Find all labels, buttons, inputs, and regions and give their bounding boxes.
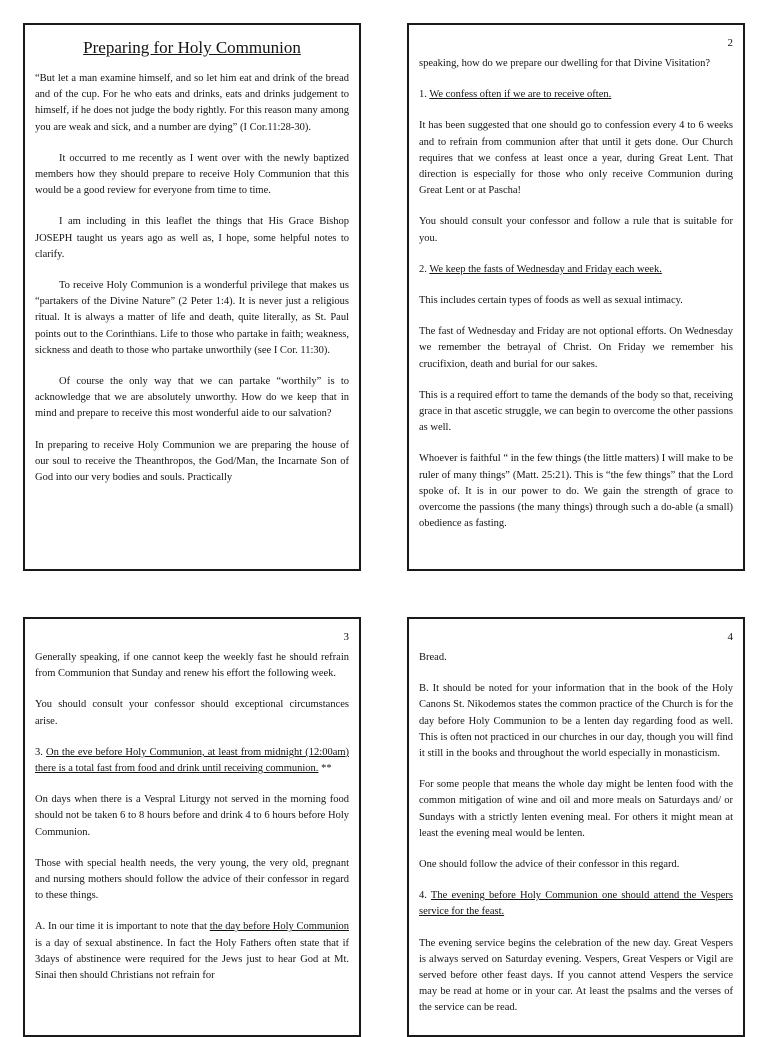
text-run: is a day of sexual abstinence. In fact the Holy Fathers often state that if 3days of abstinence were required for the Jews just to hear God at Mt. Sinai then should Christians not refrain for [35, 937, 349, 982]
section-number: 2. [419, 263, 430, 275]
body-paragraph: Bread. [419, 652, 447, 663]
body-paragraph: speaking, how do we prepare our dwelling for that Divine Visitation? [419, 58, 711, 69]
body-paragraph: B. It should be noted for your information that in the book of the Holy Canons St. Nikodemos states the common practice of the Church is for the day before Holy Communion to be a lenten day regarding food as well. This is often not practiced in our churches in our day, though you will find it still in the books and throughout the world especially in monasticism. [419, 683, 733, 760]
body-paragraph: It has been suggested that one should go to confession every 4 to 6 weeks and to refrain from communion after that until it gets done. Our Church requires that we confess at least once a year, during Great Lent. That direction is especially for those who only receive Communion during Great Lent or at Pascha! [419, 120, 733, 197]
page-number: 3 [343, 631, 349, 643]
underlined-text-run: the day before Holy Communion [209, 921, 349, 933]
section-heading [419, 262, 733, 278]
text-run: A. In our time it is important to note that [35, 921, 210, 933]
body-paragraph: I am including in this leaflet the things that His Grace Bishop JOSEPH taught us years ago as well as, I hope, some helpful notes to clarify. [35, 216, 349, 260]
body-paragraph: Those with special health needs, the very young, the very old, pregnant and nursing mothers should follow the advice of their confessor in regard to these things. [35, 857, 349, 902]
body-paragraph: For some people that means the whole day might be lenten food with the common mitigation of wine and oil and more meals on Saturdays and/ or Sundays with a strictly lenten evening meal. For others it might mean at least the evening meal would be lenten. [419, 779, 733, 839]
section-heading-text: We keep the fasts of Wednesday and Friday each week. [429, 263, 662, 275]
body-paragraph: This is a required effort to tame the demands of the body so that, receiving grace in that ascetic struggle, we can begin to overcome the other passions as well. [419, 389, 733, 434]
leaflet-page-1 [23, 23, 361, 571]
section-heading [419, 87, 733, 103]
section-number: 1. [419, 89, 430, 101]
body-paragraph: Generally speaking, if one cannot keep the weekly fast he should refrain from Communion that Sunday and renew his effort the following week. [35, 652, 349, 680]
body-paragraph: It occurred to me recently as I went over with the newly baptized members how they should prepare to receive Holy Communion that this would be a good review for everyone from time to time. [35, 152, 349, 197]
section-heading-text: On the eve before Holy Communion, at least from midnight (12:00am) there is a total fast from food and drink until receiving communion. [35, 746, 350, 775]
leaflet-page-4 [407, 617, 745, 1037]
leaflet-page-3 [23, 617, 361, 1037]
body-paragraph: This includes certain types of foods as well as sexual intimacy. [419, 295, 683, 307]
page-number: 2 [727, 37, 733, 49]
body-paragraph: Of course the only way that we can partake “worthily” is to acknowledge that we are absolutely unworthy. How do we keep that in mind and prepare to receive this most wonderful aide to our salvation? [35, 376, 349, 420]
body-paragraph: You should consult your confessor should exceptional circumstances arise. [35, 699, 349, 727]
body-paragraph: One should follow the advice of their confessor in this regard. [419, 859, 680, 871]
section-number: 4. [419, 890, 431, 902]
body-paragraph: You should consult your confessor and follow a rule that is suitable for you. [419, 216, 733, 244]
scripture-quote-paragraph: “But let a man examine himself, and so let him eat and drink of the bread and of the cup. For he who eats and drinks, eats and drinks judgement to himself, if he does not judge the body rightly. For this reason many among you are weak and sick, and a number are dying” (I Cor.11:28-30). [35, 73, 349, 133]
page-title: Preparing for Holy Communion [83, 38, 301, 57]
body-paragraph: To receive Holy Communion is a wonderful privilege that makes us “partakers of the Divine Nature” (2 Peter 1:4). It is never just a religious ritual. It is always a matter of life and death, quite literally, as St. Paul points out to the Corinthians. Life to those who partake in faith; weakness, sickness and death to those who partake unworthily (see I Cor. 11:30). [35, 280, 349, 356]
leaflet-page-2 [407, 23, 745, 571]
body-paragraph: In preparing to receive Holy Communion we are preparing the house of our soul to receive the Theanthropos, the God/Man, the Incarnate Son of God into our very bodies and souls. Practically [35, 439, 349, 484]
body-paragraph: The evening service begins the celebration of the new day. Great Vespers is always served on Saturday evening. Vespers, Great Vespers or Vigil are served before other feast days. If you cannot attend Vespers the service may be read at home or in your car. At least the psalms and the verses of the service can be read. [419, 937, 733, 1014]
page-number: 4 [727, 631, 733, 643]
body-paragraph: On days when there is a Vespral Liturgy not served in the morning food should not be taken 6 to 8 hours before and drink 4 to 6 hours before Holy Communion. [35, 794, 349, 838]
body-paragraph [35, 919, 349, 984]
body-paragraph: The fast of Wednesday and Friday are not optional efforts. On Wednesday we remember the betrayal of Christ. On Friday we remember his crucifixion, death and burial for our sakes. [419, 326, 733, 370]
footnote-marker: ** [318, 763, 332, 775]
section-heading-text: We confess often if we are to receive often. [429, 89, 612, 101]
section-number: 3. [35, 746, 46, 758]
section-heading [35, 745, 349, 777]
section-heading [419, 888, 733, 920]
section-heading-text: The evening before Holy Communion one should attend the Vespers service for the feast. [419, 890, 734, 918]
body-paragraph: Whoever is faithful “ in the few things (the little matters) I will make to be ruler of many things” (Matt. 25:21). This is “the few things” that the Lord spoke of. It is in our power to do. We gain the strength of grace to overcome the passions (the many things) through such a do-able (a small) obedience as fasting. [419, 453, 733, 530]
